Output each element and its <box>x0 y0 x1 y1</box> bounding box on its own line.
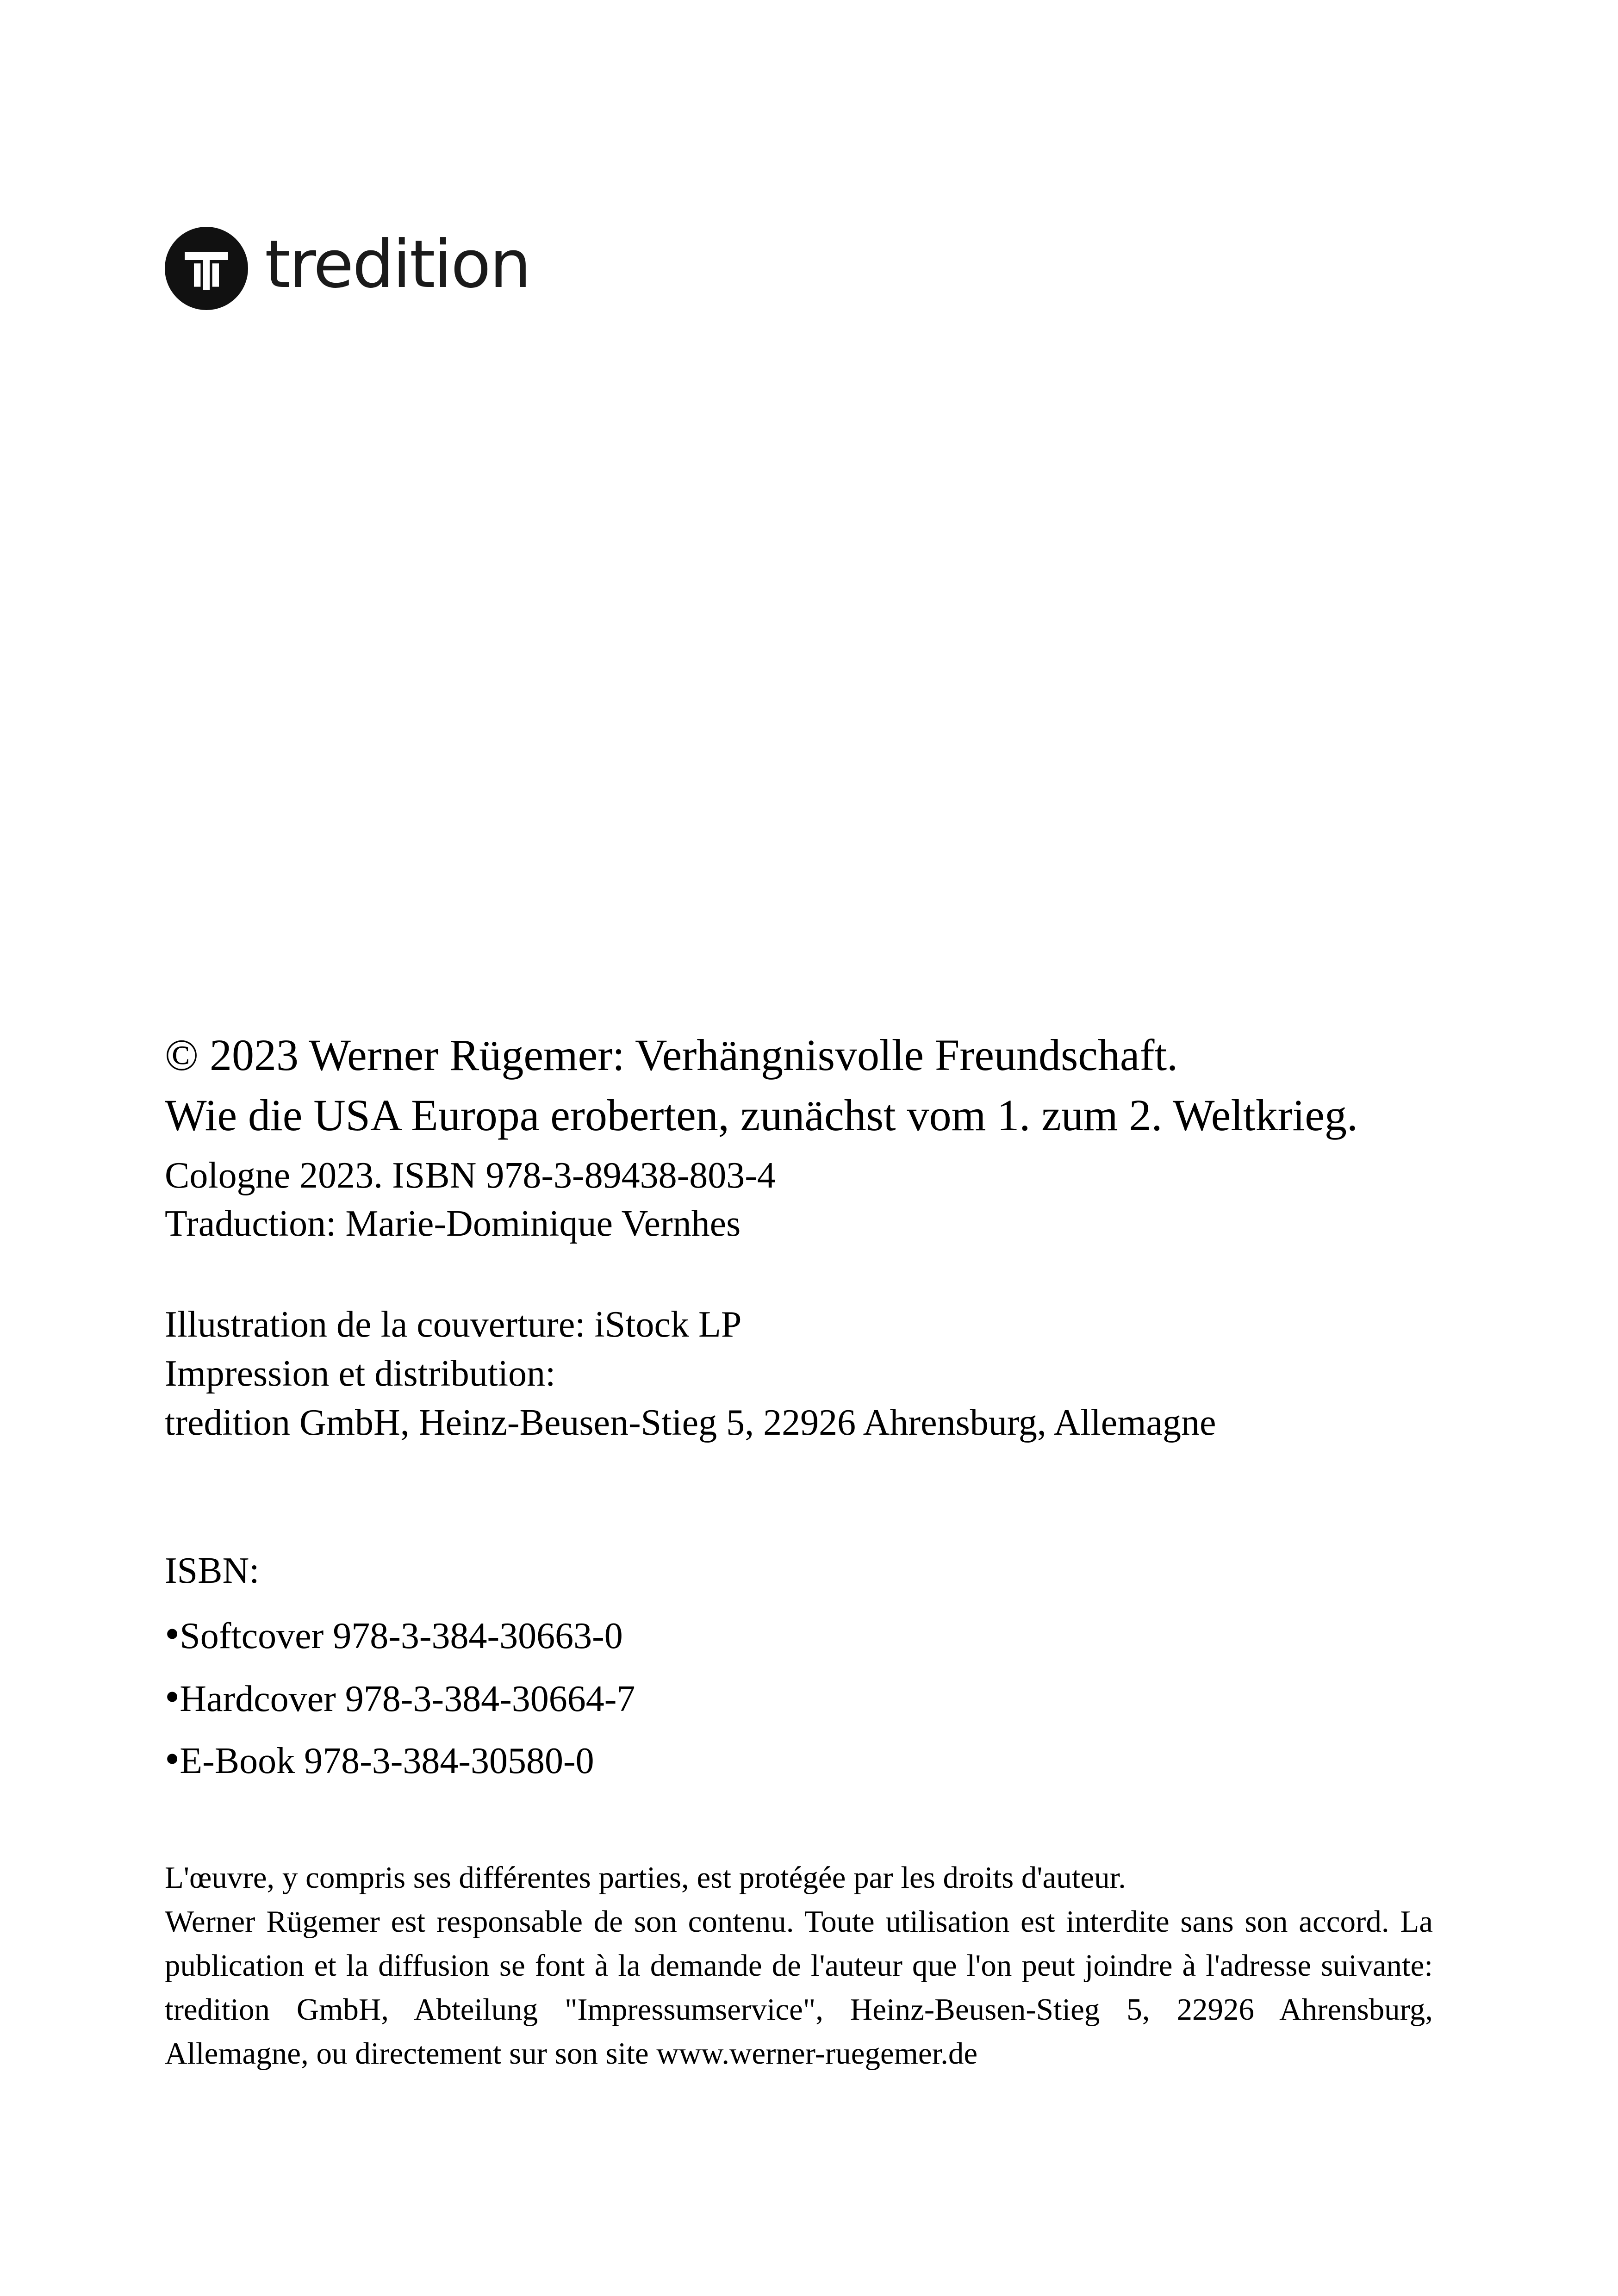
translation-line: Traduction: Marie-Dominique Vernhes <box>165 1203 741 1244</box>
notice-first-line: L'œuvre, y compris ses différentes parties, est protégée par les droits d'auteur. <box>165 1860 1126 1895</box>
printer-address-line: tredition GmbH, Heinz-Beusen-Stieg 5, 22926 Ahrensburg, Allemagne <box>165 1402 1216 1443</box>
isbn-hardcover-text: Hardcover 978-3-384-30664-7 <box>180 1679 635 1719</box>
cover-credit-line: Illustration de la couverture: iStock LP <box>165 1304 742 1345</box>
bullet-icon: • <box>165 1673 180 1720</box>
cologne-isbn-line: Cologne 2023. ISBN 978-3-89438-803-4 <box>165 1155 776 1196</box>
isbn-label: ISBN: <box>165 1550 260 1591</box>
isbn-ebook-text: E-Book 978-3-384-30580-0 <box>180 1741 594 1781</box>
isbn-hardcover-item <box>165 1675 635 1718</box>
bullet-icon: • <box>165 1735 180 1782</box>
bullet-icon: • <box>165 1610 180 1657</box>
tredition-logo-icon <box>165 227 248 310</box>
isbn-ebook-item <box>165 1737 594 1780</box>
publisher-logo <box>165 227 530 310</box>
isbn-softcover-text: Softcover 978-3-384-30663-0 <box>180 1616 623 1656</box>
copyright-notice <box>165 1856 1433 2076</box>
logo-wordmark: tredition <box>265 226 530 303</box>
isbn-softcover-item <box>165 1612 623 1655</box>
printing-label-line: Impression et distribution: <box>165 1353 556 1394</box>
subtitle-line: Wie die USA Europa eroberten, zunächst vom 1. zum 2. Weltkrieg. <box>165 1090 1358 1140</box>
copyright-line: © 2023 Werner Rügemer: Verhängnisvolle Freundschaft. <box>165 1030 1178 1080</box>
notice-paragraph: Werner Rügemer est responsable de son contenu. Toute utilisation est interdite sans son accord. La publication et la diffusion se font à la demande de l'auteur que l'on peut joindre à l'adresse suivante: tredition GmbH, Abteilung "Impressumservice", Heinz-Beusen-Stieg 5, 22926 Ahrensburg, Allemagne, ou directement sur son site www.werner-ruegemer.de <box>165 1904 1433 2071</box>
